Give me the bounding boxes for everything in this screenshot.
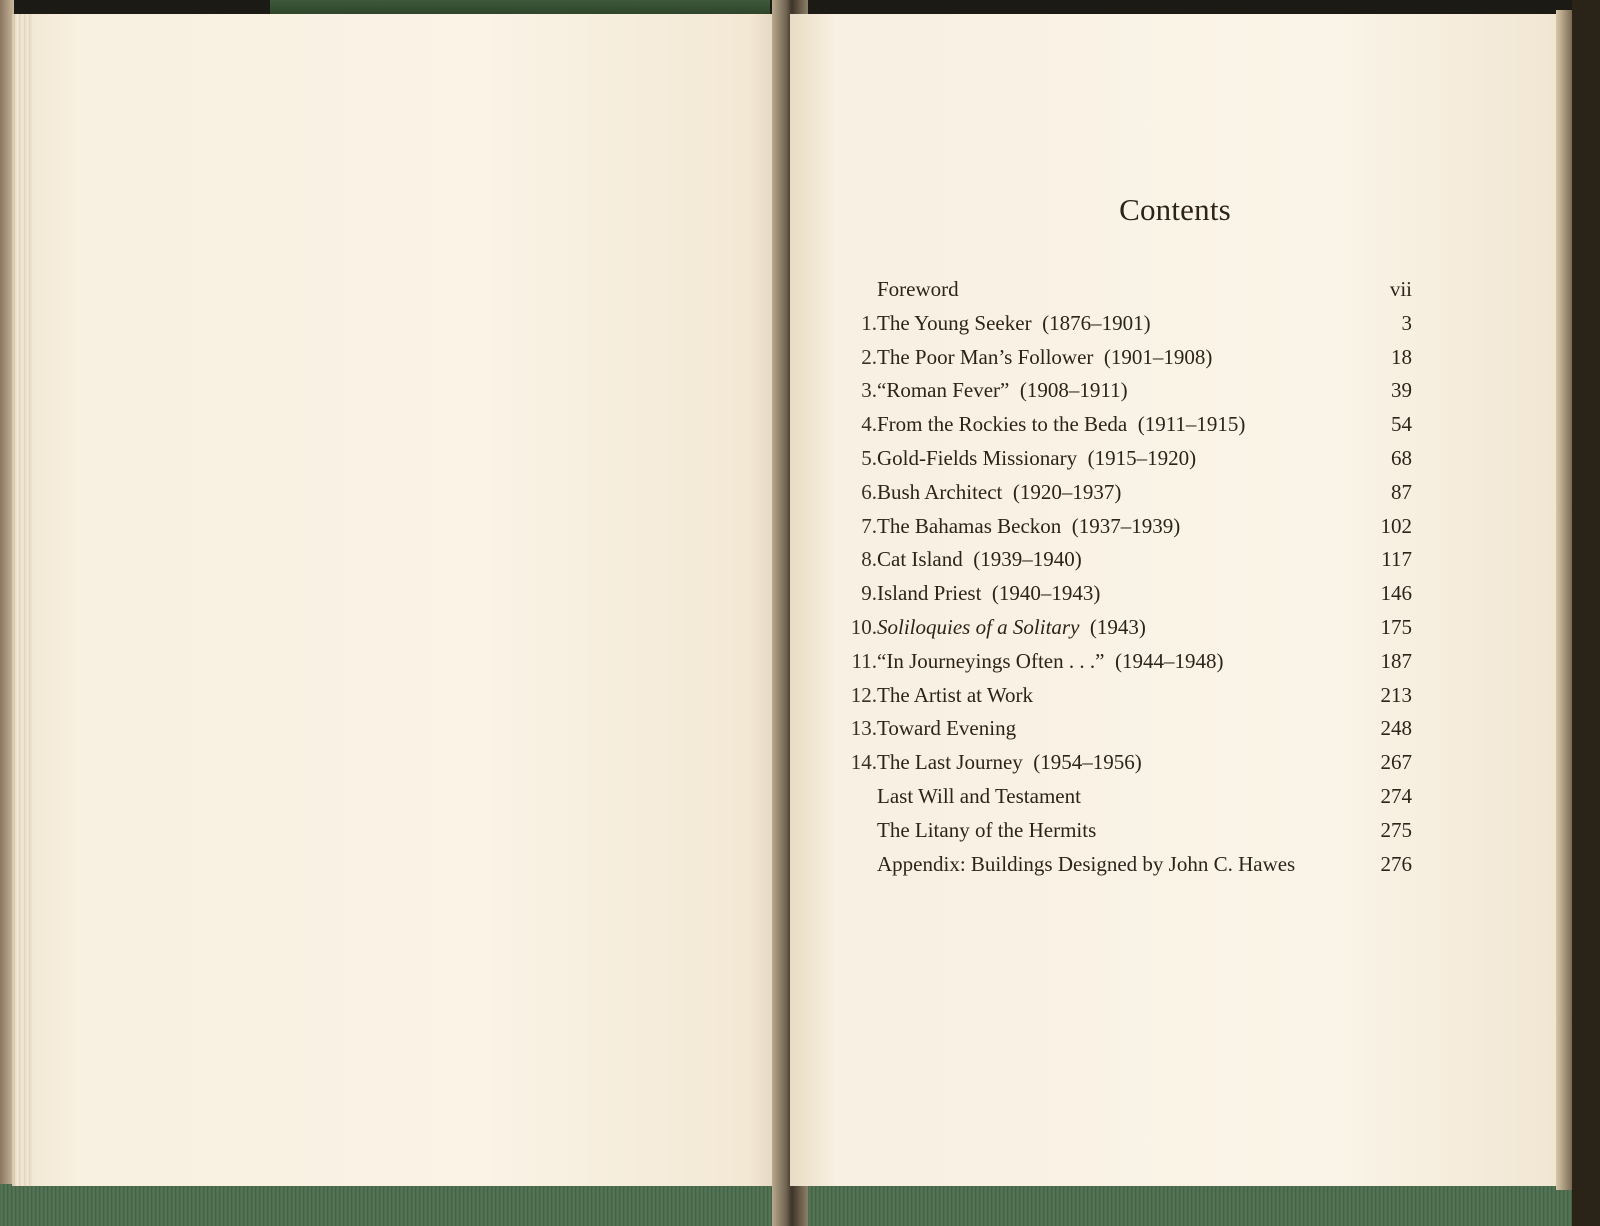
toc-title-text: The Poor Man’s Follower bbox=[877, 344, 1094, 369]
toc-page-number: 18 bbox=[1391, 344, 1412, 369]
toc-entry bbox=[790, 678, 1560, 712]
toc-page-number: vii bbox=[1389, 277, 1412, 301]
page-stack-edge bbox=[15, 14, 33, 1186]
toc-page-number: 274 bbox=[1380, 784, 1412, 808]
toc-chapter-dates: (1911–1915) bbox=[1137, 412, 1246, 437]
toc-page-number: 87 bbox=[1391, 479, 1412, 504]
toc-entry bbox=[790, 340, 1560, 374]
toc-chapter-number: 6. bbox=[861, 479, 877, 504]
toc-title-text: Bush Architect bbox=[877, 479, 1003, 504]
toc-title-text: The Bahamas Beckon bbox=[877, 513, 1062, 538]
toc-chapter-number: 12. bbox=[850, 682, 877, 707]
toc-page-number: 276 bbox=[1380, 851, 1412, 876]
toc-chapter-number: 4. bbox=[861, 412, 877, 437]
left-blank-page bbox=[12, 14, 795, 1186]
background-right bbox=[1572, 0, 1600, 1226]
toc-entry bbox=[790, 711, 1560, 745]
toc-chapter-number: 3. bbox=[861, 378, 877, 403]
toc-chapter-title bbox=[877, 340, 1212, 374]
toc-title-text: Gold-Fields Missionary bbox=[877, 446, 1078, 470]
toc-chapter-title bbox=[877, 610, 1146, 644]
toc-entry bbox=[790, 813, 1560, 847]
toc-entry bbox=[790, 475, 1560, 509]
toc-chapter-number: 13. bbox=[850, 716, 877, 741]
toc-page-number: 267 bbox=[1380, 750, 1412, 775]
toc-title-text: Appendix: Buildings Designed by John C. Hawes bbox=[877, 851, 1296, 876]
toc-chapter-dates: (1920–1937) bbox=[1012, 479, 1122, 504]
toc-entry bbox=[790, 644, 1560, 678]
toc-italic-title: Soliloquies of a Solitary bbox=[877, 615, 1080, 639]
toc-title-text: The Artist at Work bbox=[877, 682, 1033, 707]
toc-title-text: The Litany of the Hermits bbox=[877, 817, 1097, 842]
toc-entry bbox=[790, 373, 1560, 407]
toc-page-number: 213 bbox=[1380, 682, 1412, 707]
toc-chapter-title bbox=[877, 779, 1081, 813]
toc-page-number: 187 bbox=[1380, 648, 1412, 673]
toc-entry bbox=[790, 509, 1560, 543]
toc-entry bbox=[790, 407, 1560, 441]
toc-page-number: 117 bbox=[1381, 547, 1412, 572]
toc-chapter-dates: (1954–1956) bbox=[1033, 750, 1142, 775]
toc-entry bbox=[790, 542, 1560, 576]
toc-chapter-number: 7. bbox=[861, 513, 877, 538]
toc-chapter-number: 8. bbox=[861, 547, 877, 572]
toc-entry bbox=[790, 306, 1560, 340]
toc-chapter-dates: (1901–1908) bbox=[1103, 344, 1213, 369]
toc-chapter-number: 1. bbox=[861, 310, 877, 335]
toc-chapter-number: 2. bbox=[861, 344, 877, 369]
toc-title-text: The Last Journey bbox=[877, 750, 1023, 775]
toc-chapter-title bbox=[877, 813, 1096, 847]
contents-block bbox=[790, 14, 1560, 1186]
toc-title-text: “In Journeyings Often . . .” bbox=[877, 648, 1105, 673]
toc-chapter-title bbox=[877, 847, 1295, 881]
toc-page-number: 175 bbox=[1380, 615, 1412, 639]
toc-entry bbox=[790, 847, 1560, 881]
toc-chapter-dates: (1876–1901) bbox=[1042, 310, 1151, 335]
toc-title-text: Foreword bbox=[877, 277, 959, 301]
toc-chapter-dates: (1937–1939) bbox=[1071, 513, 1181, 538]
toc-title-text: Last Will and Testament bbox=[877, 784, 1081, 808]
toc-chapter-dates: (1939–1940) bbox=[973, 547, 1082, 572]
toc-chapter-number: 5. bbox=[861, 446, 877, 470]
toc-chapter-title bbox=[877, 542, 1082, 576]
contents-page bbox=[790, 14, 1560, 1186]
toc-entry bbox=[790, 441, 1560, 475]
toc-page-number: 102 bbox=[1380, 513, 1412, 538]
toc-page-number: 275 bbox=[1380, 817, 1412, 842]
toc-entry bbox=[790, 576, 1560, 610]
toc-chapter-title bbox=[877, 711, 1016, 745]
toc-title-text: Cat Island bbox=[877, 547, 963, 572]
toc-chapter-title bbox=[877, 678, 1033, 712]
toc-chapter-title bbox=[877, 576, 1100, 610]
toc-chapter-title bbox=[877, 441, 1196, 475]
toc-chapter-title bbox=[877, 475, 1121, 509]
toc-chapter-number: 14. bbox=[850, 750, 877, 775]
toc-chapter-dates: (1944–1948) bbox=[1114, 648, 1224, 673]
toc-page-number: 54 bbox=[1391, 412, 1412, 437]
toc-page-number: 39 bbox=[1391, 378, 1412, 403]
toc-title-text: The Young Seeker bbox=[877, 310, 1032, 335]
toc-title-text: Island Priest bbox=[877, 581, 982, 606]
toc-chapter-dates: (1943) bbox=[1089, 615, 1146, 639]
toc-chapter-title bbox=[877, 509, 1180, 543]
toc-page-number: 248 bbox=[1380, 716, 1412, 741]
toc-page-number: 68 bbox=[1391, 446, 1412, 470]
toc-chapter-title bbox=[877, 373, 1128, 407]
toc-page-number: 146 bbox=[1380, 581, 1412, 606]
toc-chapter-dates: (1908–1911) bbox=[1019, 378, 1128, 403]
toc-entry bbox=[790, 779, 1560, 813]
toc-chapter-title bbox=[877, 745, 1142, 779]
toc-chapter-title bbox=[877, 306, 1151, 340]
toc-page-number: 3 bbox=[1401, 310, 1412, 335]
toc-chapter-title bbox=[877, 407, 1245, 441]
toc-entry bbox=[790, 610, 1560, 644]
toc-title-text: From the Rockies to the Beda bbox=[877, 412, 1128, 437]
toc-entry bbox=[790, 745, 1560, 779]
toc-title-text: “Roman Fever” bbox=[877, 378, 1010, 403]
page-stack-edge-right bbox=[1556, 10, 1572, 1190]
toc-chapter-number: 11. bbox=[851, 648, 877, 673]
toc-title-text: Toward Evening bbox=[877, 716, 1017, 741]
toc-chapter-dates: (1940–1943) bbox=[991, 581, 1101, 606]
toc-chapter-number: 9. bbox=[861, 581, 877, 606]
toc-entry bbox=[790, 272, 1560, 306]
contents-heading: Contents bbox=[1119, 192, 1231, 227]
toc-chapter-number: 10. bbox=[850, 615, 877, 639]
toc-chapter-dates: (1915–1920) bbox=[1087, 446, 1197, 470]
toc-chapter-title bbox=[877, 644, 1223, 678]
toc-chapter-title bbox=[877, 272, 959, 306]
